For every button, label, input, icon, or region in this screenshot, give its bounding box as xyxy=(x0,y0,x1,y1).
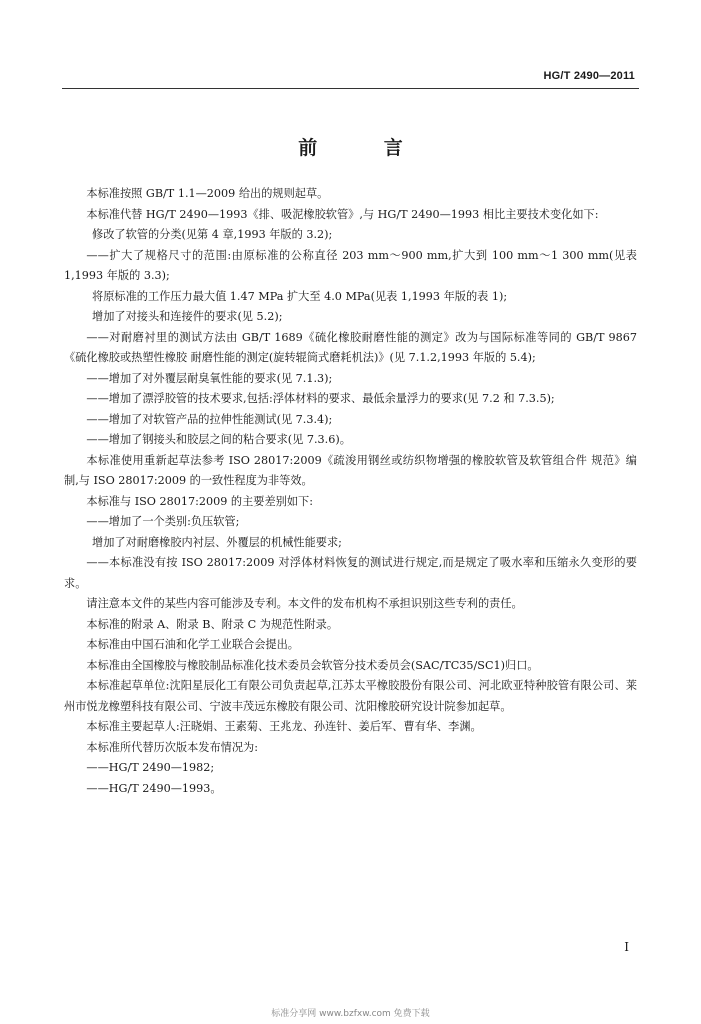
page-number: I xyxy=(624,940,629,954)
header-rule xyxy=(62,88,639,89)
paragraph: 本标准的附录 A、附录 B、附录 C 为规范性附录。 xyxy=(86,617,339,631)
paragraph: 本标准使用重新起草法参考 ISO 28017:2009《疏浚用钢丝或纺织物增强的橡胶软管及软管组合件 规范》编制,与 ISO 28017:2009 的一致性程度为非等效。 xyxy=(64,453,637,487)
paragraph: 本标准由中国石油和化学工业联合会提出。 xyxy=(86,638,299,651)
list-item: ——HG/T 2490—1993。 xyxy=(86,781,222,795)
paragraph: 本标准由全国橡胶与橡胶制品标准化技术委员会软管分技术委员会(SAC/TC35/SC1)归口。 xyxy=(86,658,539,672)
list-item: 将原标准的工作压力最大值 1.47 MPa 扩大至 4.0 MPa(见表 1,1993 年版的表 1); xyxy=(92,289,508,303)
foreword-body xyxy=(64,184,637,799)
paragraph: 本标准按照 GB/T 1.1—2009 给出的规则起草。 xyxy=(86,187,329,200)
list-item: ——增加了钢接头和胶层之间的粘合要求(见 7.3.6)。 xyxy=(86,433,351,446)
list-item: ——增加了对外覆层耐臭氧性能的要求(见 7.1.3); xyxy=(86,371,333,385)
list-item: ——增加了对软管产品的拉伸性能测试(见 7.3.4); xyxy=(86,412,333,426)
footer-watermark: 标准分享网 www.bzfxw.com 免费下载 xyxy=(271,1009,430,1019)
list-item: ——扩大了规格尺寸的范围:由原标准的公称直径 203 mm～900 mm,扩大到 100 mm～1 300 mm(见表 1,1993 年版的 3.3); xyxy=(64,248,637,282)
paragraph: 本标准所代替历次版本发布情况为: xyxy=(86,740,258,754)
paragraph: 本标准主要起草人:汪晓娟、王素菊、王兆龙、孙连针、姜后军、曹有华、李渊。 xyxy=(86,720,482,733)
list-item: ——本标准没有按 ISO 28017:2009 对浮体材料恢复的测试进行规定,而是规定了吸水率和压缩永久变形的要求。 xyxy=(64,556,637,590)
paragraph: 本标准起草单位:沈阳星辰化工有限公司负责起草,江苏太平橡胶股份有限公司、河北欧亚特种胶管有限公司、莱州市悦龙橡塑科技有限公司、宁波丰茂远东橡胶有限公司、沈阳橡胶研究设计院参加起草。 xyxy=(64,679,637,713)
page-title: 前 言 xyxy=(298,137,433,159)
list-item: ——增加了漂浮胶管的技术要求,包括:浮体材料的要求、最低余量浮力的要求(见 7.2 和 7.3.5); xyxy=(86,392,555,405)
list-item: ——对耐磨衬里的测试方法由 GB/T 1689《硫化橡胶耐磨性能的测定》改为与国际标准等同的 GB/T 9867《硫化橡胶或热塑性橡胶 耐磨性能的测定(旋转辊筒式磨耗机法)》(见 7.1.2,1993 年版的 5.4); xyxy=(64,330,637,364)
list-item: 增加了对耐磨橡胶内衬层、外覆层的机械性能要求; xyxy=(92,535,342,549)
list-item: 修改了软管的分类(见第 4 章,1993 年版的 3.2); xyxy=(92,228,333,241)
list-item: ——HG/T 2490—1982; xyxy=(86,761,215,774)
paragraph: 本标准代替 HG/T 2490—1993《排、吸泥橡胶软管》,与 HG/T 2490—1993 相比主要技术变化如下: xyxy=(86,207,599,221)
paragraph: 本标准与 ISO 28017:2009 的主要差别如下: xyxy=(86,494,313,508)
list-item: 增加了对接头和连接件的要求(见 5.2); xyxy=(92,310,283,323)
paragraph: 请注意本文件的某些内容可能涉及专利。本文件的发布机构不承担识别这些专利的责任。 xyxy=(86,597,523,610)
list-item: ——增加了一个类别:负压软管; xyxy=(86,515,240,528)
standard-code: HG/T 2490—2011 xyxy=(543,70,635,82)
